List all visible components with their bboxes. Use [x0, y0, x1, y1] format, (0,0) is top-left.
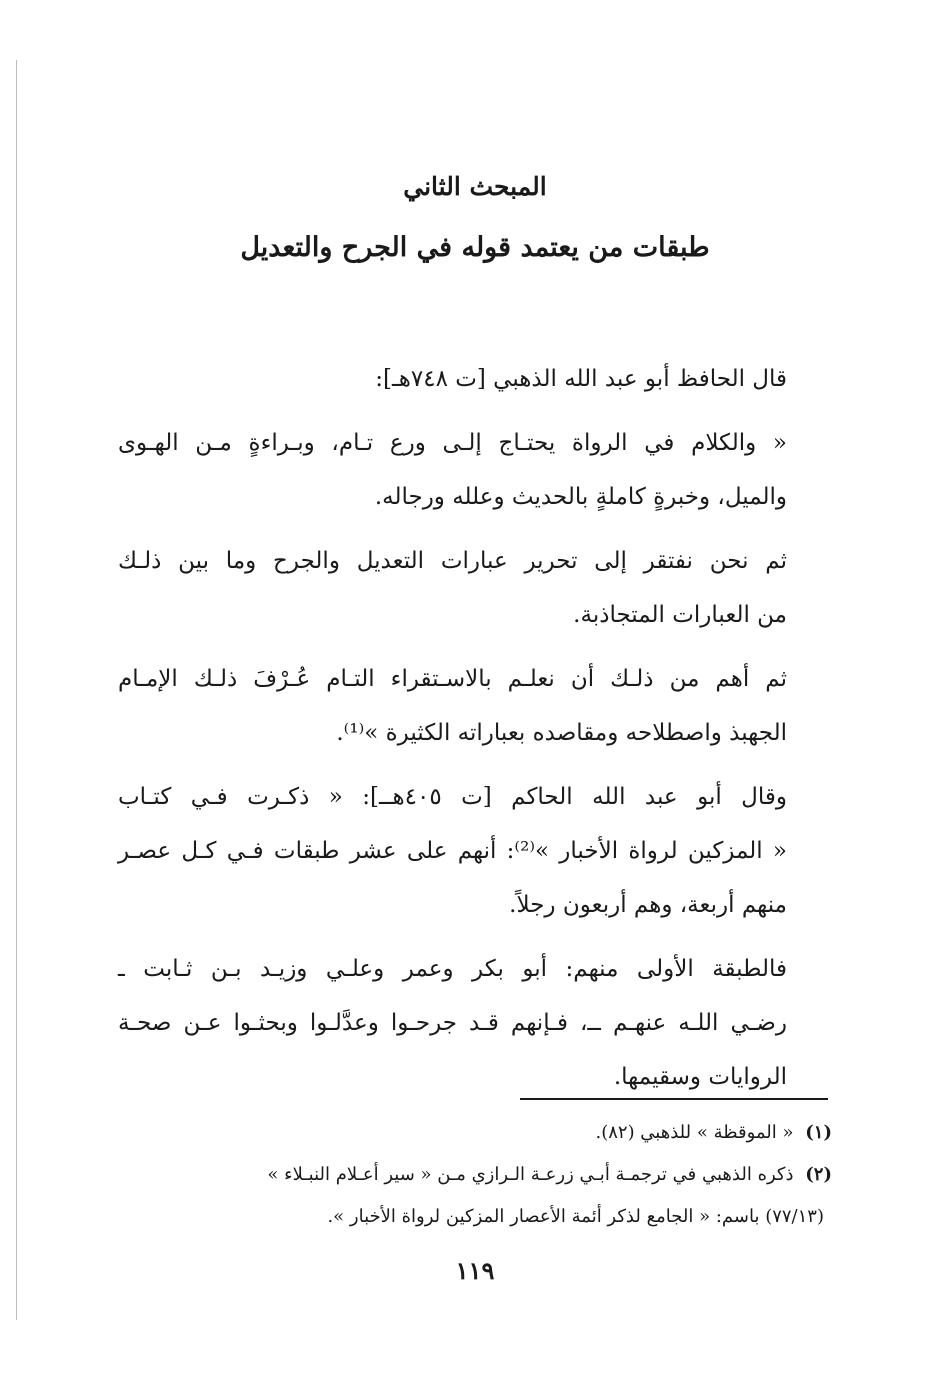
paragraph — [118, 416, 832, 524]
text-line: والميل، وخبرةٍ كاملةٍ بالحديث وعلله ورجاله. — [374, 484, 787, 510]
text-line: « المزكين لرواة الأخبار »⁽²⁾: أنهم على عشر طبقات فـي كـل عصـر — [118, 838, 787, 864]
text-line: قال الحافظ أبو عبد الله الذهبي [ت ٧٤٨هـ]: — [375, 366, 787, 392]
footnote — [118, 1154, 832, 1196]
chapter-title: طبقات من يعتمد قوله في الجرح والتعديل — [240, 232, 710, 263]
footnote-text: « الموقظة » للذهبي (٨٢). — [595, 1122, 794, 1143]
paragraph — [118, 652, 832, 760]
text-line: الجهبذ واصطلاحه ومقاصده بعباراته الكثيرة »⁽¹⁾. — [336, 720, 787, 746]
footnote-text: ذكره الذهبي في ترجمـة أبـي زرعـة الـرازي مـن « سير أعـلام النبـلاء » — [267, 1164, 794, 1185]
footnote-number: (١) — [805, 1122, 832, 1143]
footnote-text: (٧٧/١٣) باسم: « الجامع لذكر أئمة الأعصار المزكين لرواة الأخبار ». — [327, 1206, 824, 1227]
paragraph — [118, 352, 832, 406]
text-line: وقال أبو عبد الله الحاكم [ت ٤٠٥هــ]: « ذكـرت فـي كتـاب — [118, 784, 787, 810]
body-text — [118, 352, 832, 1114]
text-line: الروايات وسقيمها. — [613, 1064, 787, 1090]
text-line: ثم أهم من ذلـك أن نعلـم بالاسـتقراء التـام عُـرْفَ ذلـك الإمـام — [118, 666, 787, 692]
text-line: فالطبقة الأولى منهم: أبو بكر وعمر وعلـي وزيـد بـن ثـابت ـ — [118, 956, 787, 982]
page-edge-line — [16, 60, 17, 1320]
footnote — [118, 1112, 832, 1154]
text-line: ثم نحن نفتقر إلى تحرير عبارات التعديل والجرح وما بين ذلـك — [118, 548, 787, 574]
text-line: رضـي اللـه عنهـم ــ، فـإنهم قـد جرحـوا وعدَّلـوا وبحثـوا عـن صحـة — [118, 1010, 787, 1036]
footnote-continuation — [118, 1196, 832, 1238]
paragraph — [118, 770, 832, 932]
footnotes — [118, 1112, 832, 1238]
text-line: من العبارات المتجاذبة. — [573, 602, 787, 628]
paragraph — [118, 942, 832, 1104]
text-line: « والكلام في الرواة يحتـاج إلـى ورع تـام، وبـراءةٍ مـن الهـوى — [118, 430, 787, 456]
footnote-separator — [520, 1098, 828, 1100]
page-number: ١١٩ — [455, 1256, 495, 1285]
section-title: المبحث الثاني — [403, 172, 547, 201]
footnote-number: (٢) — [805, 1164, 832, 1185]
text-line: منهم أربعة، وهم أربعون رجلاً. — [509, 892, 787, 918]
paragraph — [118, 534, 832, 642]
